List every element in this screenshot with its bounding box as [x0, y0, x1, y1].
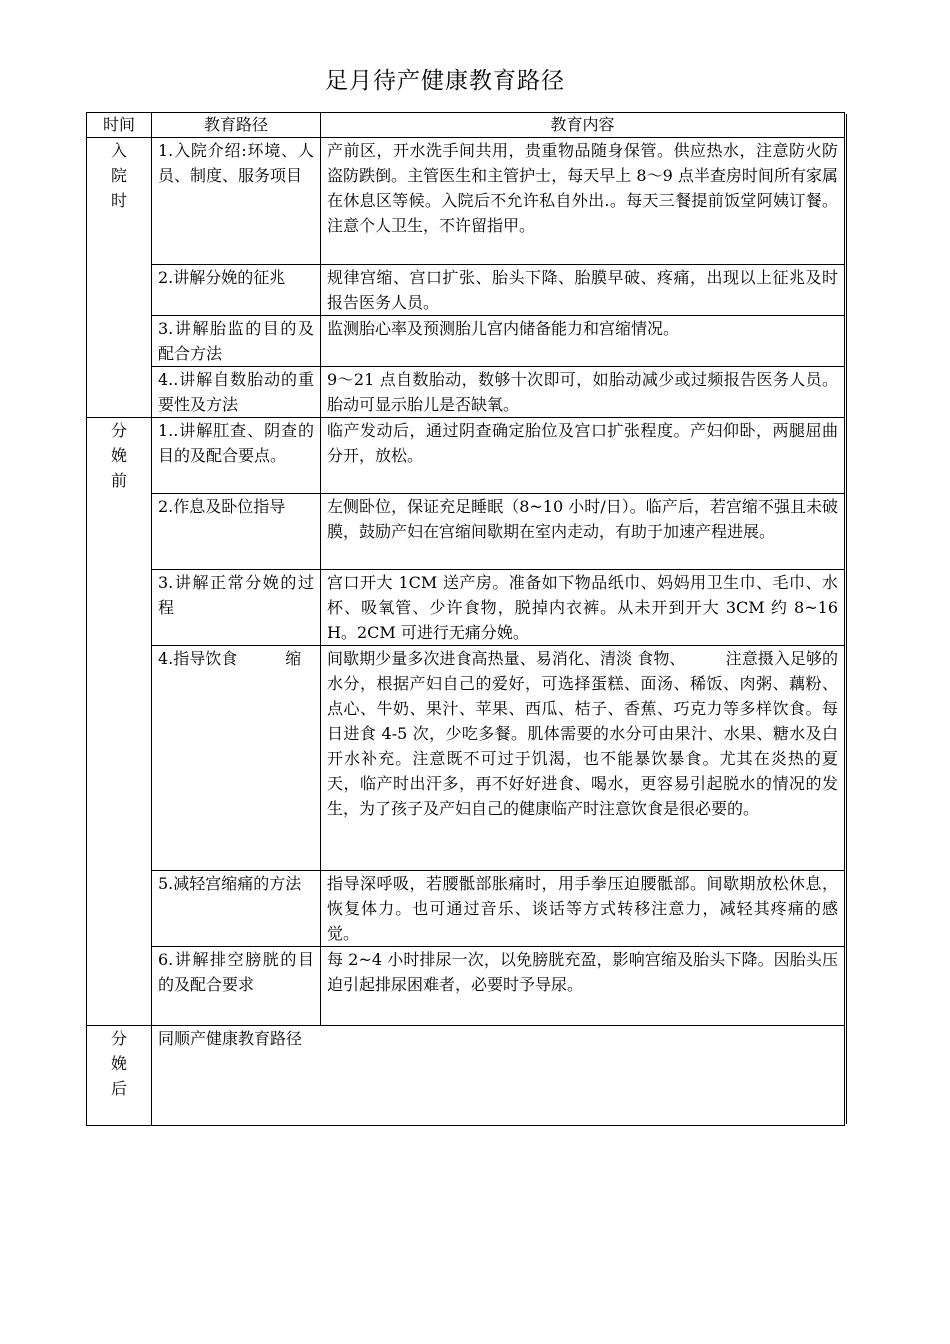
stage-label-text: 分娩前	[110, 421, 127, 490]
header-time: 时间	[87, 113, 152, 138]
content-cell: 宫口开大 1CM 送产房。准备如下物品纸巾、妈妈用卫生巾、毛巾、水杯、吸氧管、少许食物，脱掉内衣裤。从未开到开大 3CM 约 8~16H。2CM 可进行无痛分娩。	[321, 570, 845, 646]
document-title: 足月待产健康教育路径	[325, 68, 565, 94]
table-row	[87, 947, 845, 1026]
table-row	[87, 316, 845, 367]
stage-label-text: 分娩后	[110, 1029, 127, 1098]
path-cell: 3.讲解正常分娩的过程	[152, 570, 321, 646]
table-row	[87, 646, 845, 871]
content-cell: 规律宫缩、宫口扩张、胎头下降、胎膜早破、疼痛，出现以上征兆及时报告医务人员。	[321, 265, 845, 316]
merged-content-cell: 同顺产健康教育路径	[152, 1026, 845, 1126]
path-cell: 1.入院介绍:环境、人员、制度、服务项目	[152, 138, 321, 265]
path-cell: 4.指导饮食 缩	[152, 646, 321, 871]
table-row	[87, 871, 845, 947]
content-cell: 产前区，开水洗手间共用，贵重物品随身保管。供应热水，注意防火防盗防跌倒。主管医生和主管护士，每天早上 8～9 点半查房时间所有家属在休息区等候。入院后不允许私自外出.。每天三餐提前饭堂阿姨订餐。注意个人卫生，不许留指甲。	[321, 138, 845, 265]
path-cell: 2.讲解分娩的征兆	[152, 265, 321, 316]
path-cell: 5.减轻宫缩痛的方法	[152, 871, 321, 947]
table-row	[87, 265, 845, 316]
content-cell: 每 2~4 小时排尿一次，以免膀胱充盈，影响宫缩及胎头下降。因胎头压迫引起排尿困难者，必要时予导尿。	[321, 947, 845, 1026]
path-cell: 6.讲解排空膀胱的目的及配合要求	[152, 947, 321, 1026]
path-cell: 3.讲解胎监的目的及配合方法	[152, 316, 321, 367]
content-cell: 左侧卧位，保证充足睡眠（8~10 小时/日）。临产后，若宫缩不强且未破膜，鼓励产妇在宫缩间歇期在室内走动，有助于加速产程进展。	[321, 494, 845, 570]
path-cell: 4..讲解自数胎动的重要性及方法	[152, 367, 321, 418]
content-cell: 监测胎心率及预测胎儿宫内储备能力和宫缩情况。	[321, 316, 845, 367]
table-row	[87, 367, 845, 418]
table-row	[87, 418, 845, 494]
stage-label-admission	[87, 138, 152, 418]
education-pathway-table	[86, 112, 845, 1126]
header-path: 教育路径	[152, 113, 321, 138]
table-row	[87, 570, 845, 646]
path-cell: 2.作息及卧位指导	[152, 494, 321, 570]
stage-label-text: 入院时	[110, 141, 127, 210]
content-cell: 指导深呼吸，若腰骶部胀痛时，用手拳压迫腰骶部。间歇期放松休息，恢复体力。也可通过音乐、谈话等方式转移注意力，减轻其疼痛的感觉。	[321, 871, 845, 947]
table-row	[87, 1026, 845, 1126]
content-cell: 间歇期少量多次进食高热量、易消化、清淡 食物、 注意摄入足够的水分，根据产妇自己的爱好，可选择蛋糕、面汤、稀饭、肉粥、藕粉、点心、牛奶、果汁、苹果、西瓜、桔子、香蕉、巧克力等多样饮食。每日进食 4-5 次，少吃多餐。肌体需要的水分可由果汁、水果、糖水及白开水补充。注意既不可过于饥渴，也不能暴饮暴食。尤其在炎热的夏天，临产时出汗多，再不好好进食、喝水，更容易引起脱水的情况的发生，为了孩子及产妇自己的健康临产时注意饮食是很必要的。	[321, 646, 845, 871]
table-header-row	[87, 113, 845, 138]
table-row	[87, 138, 845, 265]
stage-label-before-delivery	[87, 418, 152, 1026]
content-cell: 临产发动后，通过阴查确定胎位及宫口扩张程度。产妇仰卧，两腿屈曲分开，放松。	[321, 418, 845, 494]
table-row	[87, 494, 845, 570]
path-cell: 1..讲解肛查、阴查的目的及配合要点。	[152, 418, 321, 494]
stage-label-after-delivery	[87, 1026, 152, 1126]
content-cell: 9～21 点自数胎动，数够十次即可，如胎动减少或过频报告医务人员。胎动可显示胎儿是否缺氧。	[321, 367, 845, 418]
header-content: 教育内容	[321, 113, 845, 138]
